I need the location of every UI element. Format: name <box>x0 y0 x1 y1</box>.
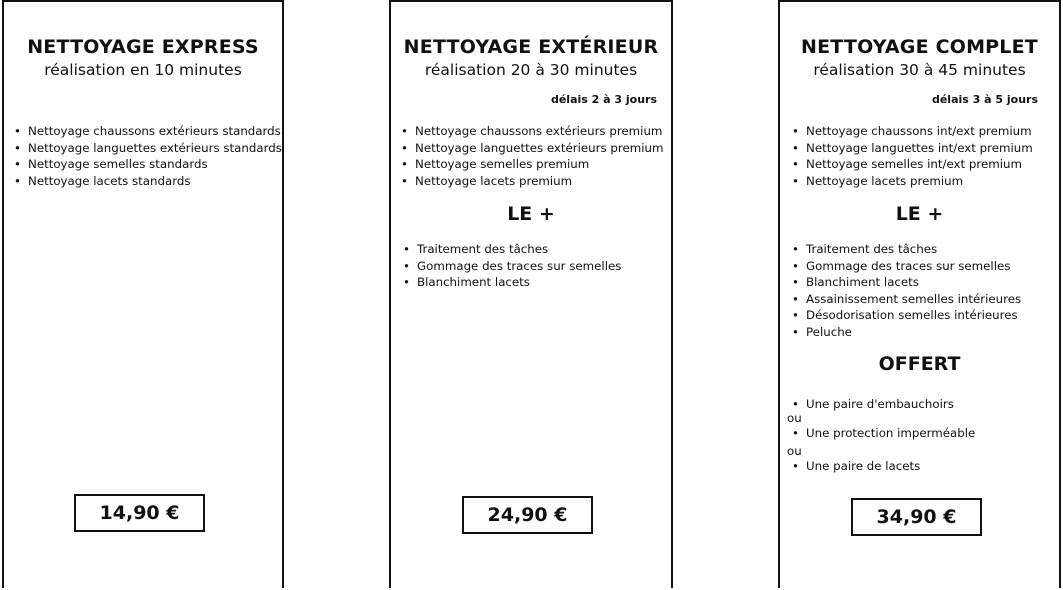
pricing-card-exterieur <box>389 0 673 588</box>
plus-title: LE + <box>507 203 555 225</box>
offer-item: • Une protection imperméable <box>790 425 975 442</box>
feature-item: • Nettoyage chaussons int/ext premium <box>790 123 1033 140</box>
plus-list <box>401 241 621 291</box>
offer-list <box>790 396 954 413</box>
price-box: 34,90 € <box>851 498 982 536</box>
feature-item: • Nettoyage semelles premium <box>399 156 663 173</box>
feature-item: • Nettoyage languettes extérieurs premium <box>399 140 663 157</box>
card-subtitle: réalisation 30 à 45 minutes <box>813 61 1026 79</box>
feature-list <box>399 123 663 189</box>
pricing-card-express <box>2 0 284 588</box>
or-label: ou <box>787 444 802 458</box>
feature-item: • Nettoyage semelles int/ext premium <box>790 156 1033 173</box>
offer-item: • Une paire d'embauchoirs <box>790 396 954 413</box>
price-box: 24,90 € <box>462 496 593 534</box>
plus-title: LE + <box>895 203 944 225</box>
feature-item: • Nettoyage chaussons extérieurs standards <box>12 123 282 140</box>
feature-item: • Nettoyage semelles standards <box>12 156 282 173</box>
feature-item: • Nettoyage lacets premium <box>790 173 1033 190</box>
plus-item: • Gommage des traces sur semelles <box>401 258 621 275</box>
card-title: NETTOYAGE EXPRESS <box>27 36 259 58</box>
plus-item: • Désodorisation semelles intérieures <box>790 307 1021 324</box>
or-label: ou <box>787 411 802 425</box>
feature-item: • Nettoyage chaussons extérieurs premium <box>399 123 663 140</box>
card-subtitle: réalisation 20 à 30 minutes <box>424 61 638 79</box>
plus-item: • Blanchiment lacets <box>401 274 621 291</box>
feature-list <box>12 123 282 189</box>
plus-item: • Traitement des tâches <box>790 241 1021 258</box>
plus-item: • Blanchiment lacets <box>790 274 1021 291</box>
offer-list <box>790 458 920 475</box>
plus-item: • Traitement des tâches <box>401 241 621 258</box>
feature-item: • Nettoyage lacets standards <box>12 173 282 190</box>
price-box: 14,90 € <box>74 494 205 532</box>
card-title: NETTOYAGE COMPLET <box>801 36 1038 58</box>
delay-label: délais 3 à 5 jours <box>931 93 1038 106</box>
feature-item: • Nettoyage languettes extérieurs standards <box>12 140 282 157</box>
pricing-card-complet <box>778 0 1061 588</box>
card-subtitle: réalisation en 10 minutes <box>44 61 242 79</box>
offer-item: • Une paire de lacets <box>790 458 920 475</box>
offer-title: OFFERT <box>878 353 961 375</box>
plus-item: • Peluche <box>790 324 1021 341</box>
card-title: NETTOYAGE EXTÉRIEUR <box>403 36 659 58</box>
plus-item: • Gommage des traces sur semelles <box>790 258 1021 275</box>
plus-list <box>790 241 1021 341</box>
plus-item: • Assainissement semelles intérieures <box>790 291 1021 308</box>
feature-list <box>790 123 1033 189</box>
delay-label: délais 2 à 3 jours <box>550 93 657 106</box>
offer-list <box>790 425 975 442</box>
feature-item: • Nettoyage lacets premium <box>399 173 663 190</box>
feature-item: • Nettoyage languettes int/ext premium <box>790 140 1033 157</box>
